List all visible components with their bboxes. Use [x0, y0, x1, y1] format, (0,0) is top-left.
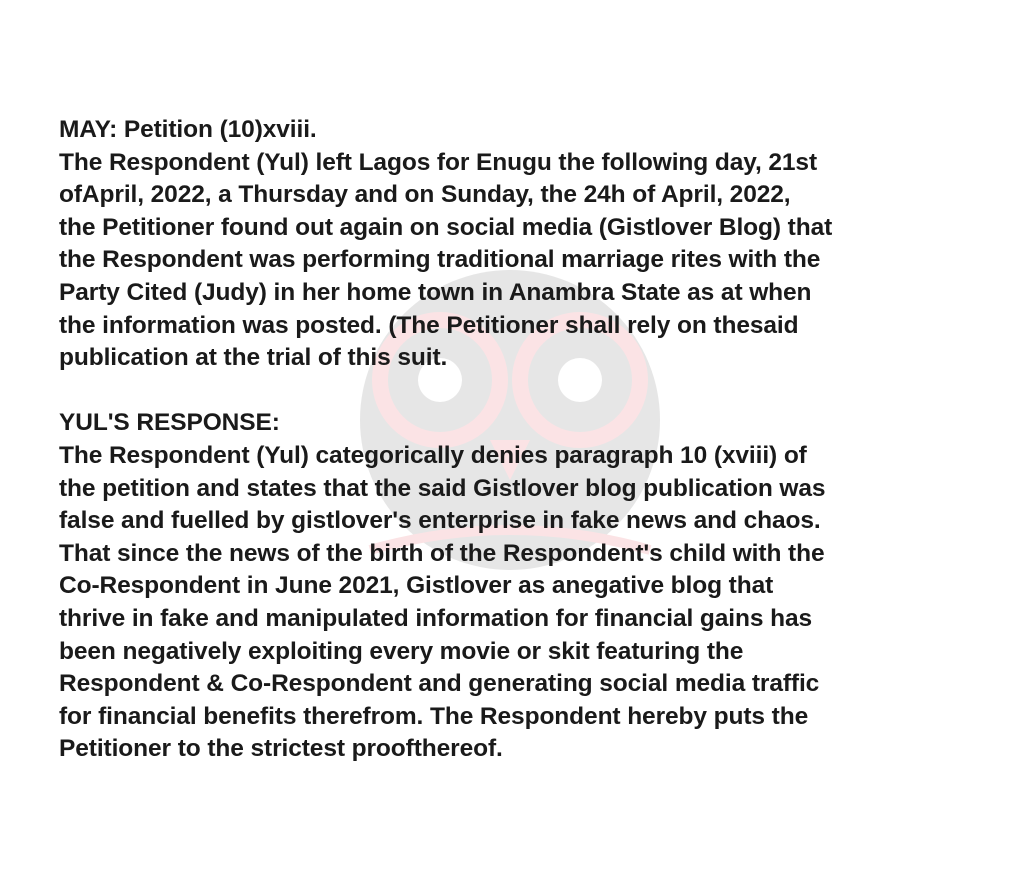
paragraph-line: false and fuelled by gistlover's enterprise in fake news and chaos.: [59, 507, 821, 535]
document-body: [59, 114, 999, 766]
paragraph-line: been negatively exploiting every movie or skit featuring the: [59, 637, 744, 665]
paragraph-line: the petition and states that the said Gistlover blog publication was: [59, 474, 826, 502]
paragraph-line: The Respondent (Yul) categorically denies paragraph 10 (xviii) of: [59, 441, 807, 469]
section-heading: YUL'S RESPONSE:: [59, 409, 280, 437]
paragraph-line: publication at the trial of this suit.: [59, 344, 448, 372]
section-heading: MAY: Petition (10)xviii.: [59, 116, 317, 143]
paragraph-spacer: [59, 375, 999, 408]
paragraph-line: The Respondent (Yul) left Lagos for Enugu the following day, 21st: [59, 148, 818, 176]
paragraph-line: thrive in fake and manipulated information for financial gains has: [59, 604, 813, 632]
section-may-petition: [59, 114, 999, 375]
paragraph-line: Petitioner to the strictest proofthereof.: [59, 735, 503, 763]
section-yul-response: [59, 407, 999, 766]
paragraph-line: Party Cited (Judy) in her home town in Anambra State as at when: [59, 278, 812, 306]
paragraph-line: the Petitioner found out again on social media (Gistlover Blog) that: [59, 213, 833, 241]
paragraph-line: for financial benefits therefrom. The Respondent hereby puts the: [59, 702, 809, 730]
paragraph-line: the Respondent was performing traditional marriage rites with the: [59, 246, 821, 274]
paragraph-line: the information was posted. (The Petitioner shall rely on thesaid: [59, 311, 799, 339]
paragraph-line: ofApril, 2022, a Thursday and on Sunday, the 24h of April, 2022,: [59, 181, 791, 209]
paragraph-line: That since the news of the birth of the Respondent's child with the: [59, 539, 825, 567]
paragraph-line: Co-Respondent in June 2021, Gistlover as anegative blog that: [59, 572, 774, 600]
paragraph-line: Respondent & Co-Respondent and generating social media traffic: [59, 670, 820, 698]
